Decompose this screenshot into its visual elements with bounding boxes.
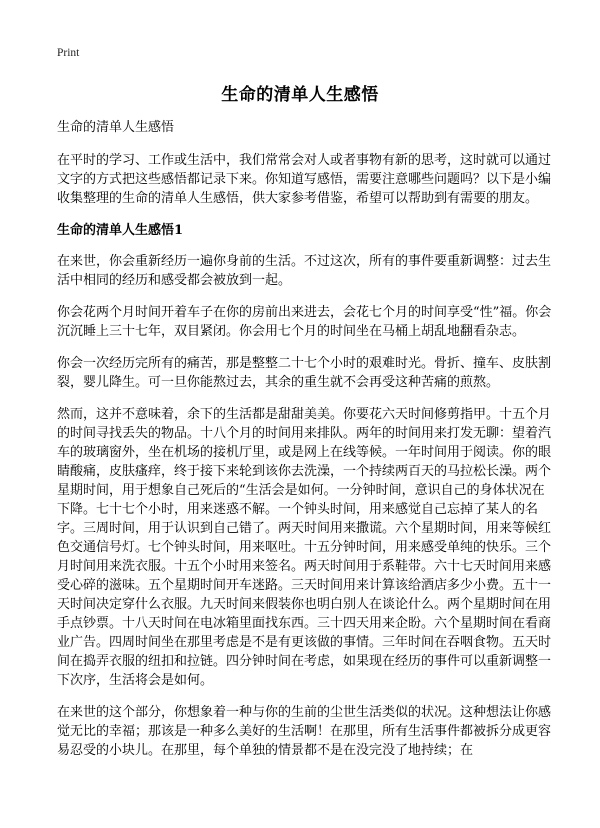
body-paragraph-3: 你会一次经历完所有的痛苦，那是整整二十七个小时的艰难时光。骨折、撞车、皮肤割裂，婴儿降生。可一旦你能熬过去，其余的重生就不会再受这种苦痛的煎熬。	[57, 356, 552, 390]
print-link[interactable]: Print	[57, 47, 80, 59]
section-heading: 生命的清单人生感悟1	[57, 223, 184, 238]
document-body	[57, 118, 555, 773]
body-paragraph-2: 你会花两个月时间开着车子在你的房前出来进去，会花七个月的时间享受“性”福。你会沉沉睡上三十七年，双目紧闭。你会用七个月的时间坐在马桶上胡乱地翻看杂志。	[57, 305, 552, 339]
document-title: 生命的清单人生感悟	[221, 85, 379, 105]
body-paragraph-1: 在来世，你会重新经历一遍你身前的生活。不过这次，所有的事件要重新调整：过去生活中相同的经历和感受都会被放到一起。	[57, 254, 552, 288]
intro-paragraph: 在平时的学习、工作或生活中，我们常常会对人或者事物有新的思考，这时就可以通过文字的方式把这些感悟都记录下来。你知道写感悟，需要注意哪些问题吗？以下是小编收集整理的生命的清单人生感悟，供大家参考借鉴，希望可以帮助到有需要的朋友。	[57, 153, 552, 206]
body-paragraph-5: 在来世的这个部分，你想象着一种与你的生前的尘世生活类似的状况。这种想法让你感觉无比的幸福；那该是一种多么美好的生活啊！在那里，所有生活事件都被拆分成更容易忍受的小块儿。在那里，每个单独的情景都不是在没完没了地持续；在	[57, 705, 552, 758]
body-paragraph-4: 然而，这并不意味着，余下的生活都是甜甜美美。你要花六天时间修剪指甲。十五个月的时间寻找丢失的物品。十八个月的时间用来排队。两年的时间用来打发无聊：望着汽车的玻璃窗外，坐在机场的接机厅里，或是网上在线等候。一年时间用于阅读。你的眼睛酸痛，皮肤瘙痒，终于接下来轮到该你去洗澡，一个持续两百天的马拉松长澡。两个星期时间，用于想象自己死后的“生活会是如何。一分钟时间，意识自己的身体状况在下降。七十七个小时，用来迷惑不解。一个钟头时间，用来感觉自己忘掉了某人的名字。三周时间，用于认识到自己错了。两天时间用来撒谎。六个星期时间，用来等候红色交通信号灯。七个钟头时间，用来呕吐。十五分钟时间，用来感受单纯的快乐。三个月时间用来洗衣服。十五个小时用来签名。两天时间用于系鞋带。六十七天时间用来感受心碎的滋味。五个星期时间开车迷路。三天时间用来计算该给酒店多少小费。五十一天时间决定穿什么衣服。九天时间来假装你也明白别人在谈论什么。两个星期时间在用手点钞票。十八天时间在电冰箱里面找东西。三十四天用来企盼。六个星期时间在看商业广告。四周时间坐在那里考虑是不是有更该做的事情。三年时间在吞咽食物。五天时间在捣弄衣服的纽扣和拉链。四分钟时间在考虑，如果现在经历的事件可以重新调整一下次序，生活将会是如何。	[57, 407, 552, 688]
document-subtitle: 生命的清单人生感悟	[57, 120, 175, 135]
